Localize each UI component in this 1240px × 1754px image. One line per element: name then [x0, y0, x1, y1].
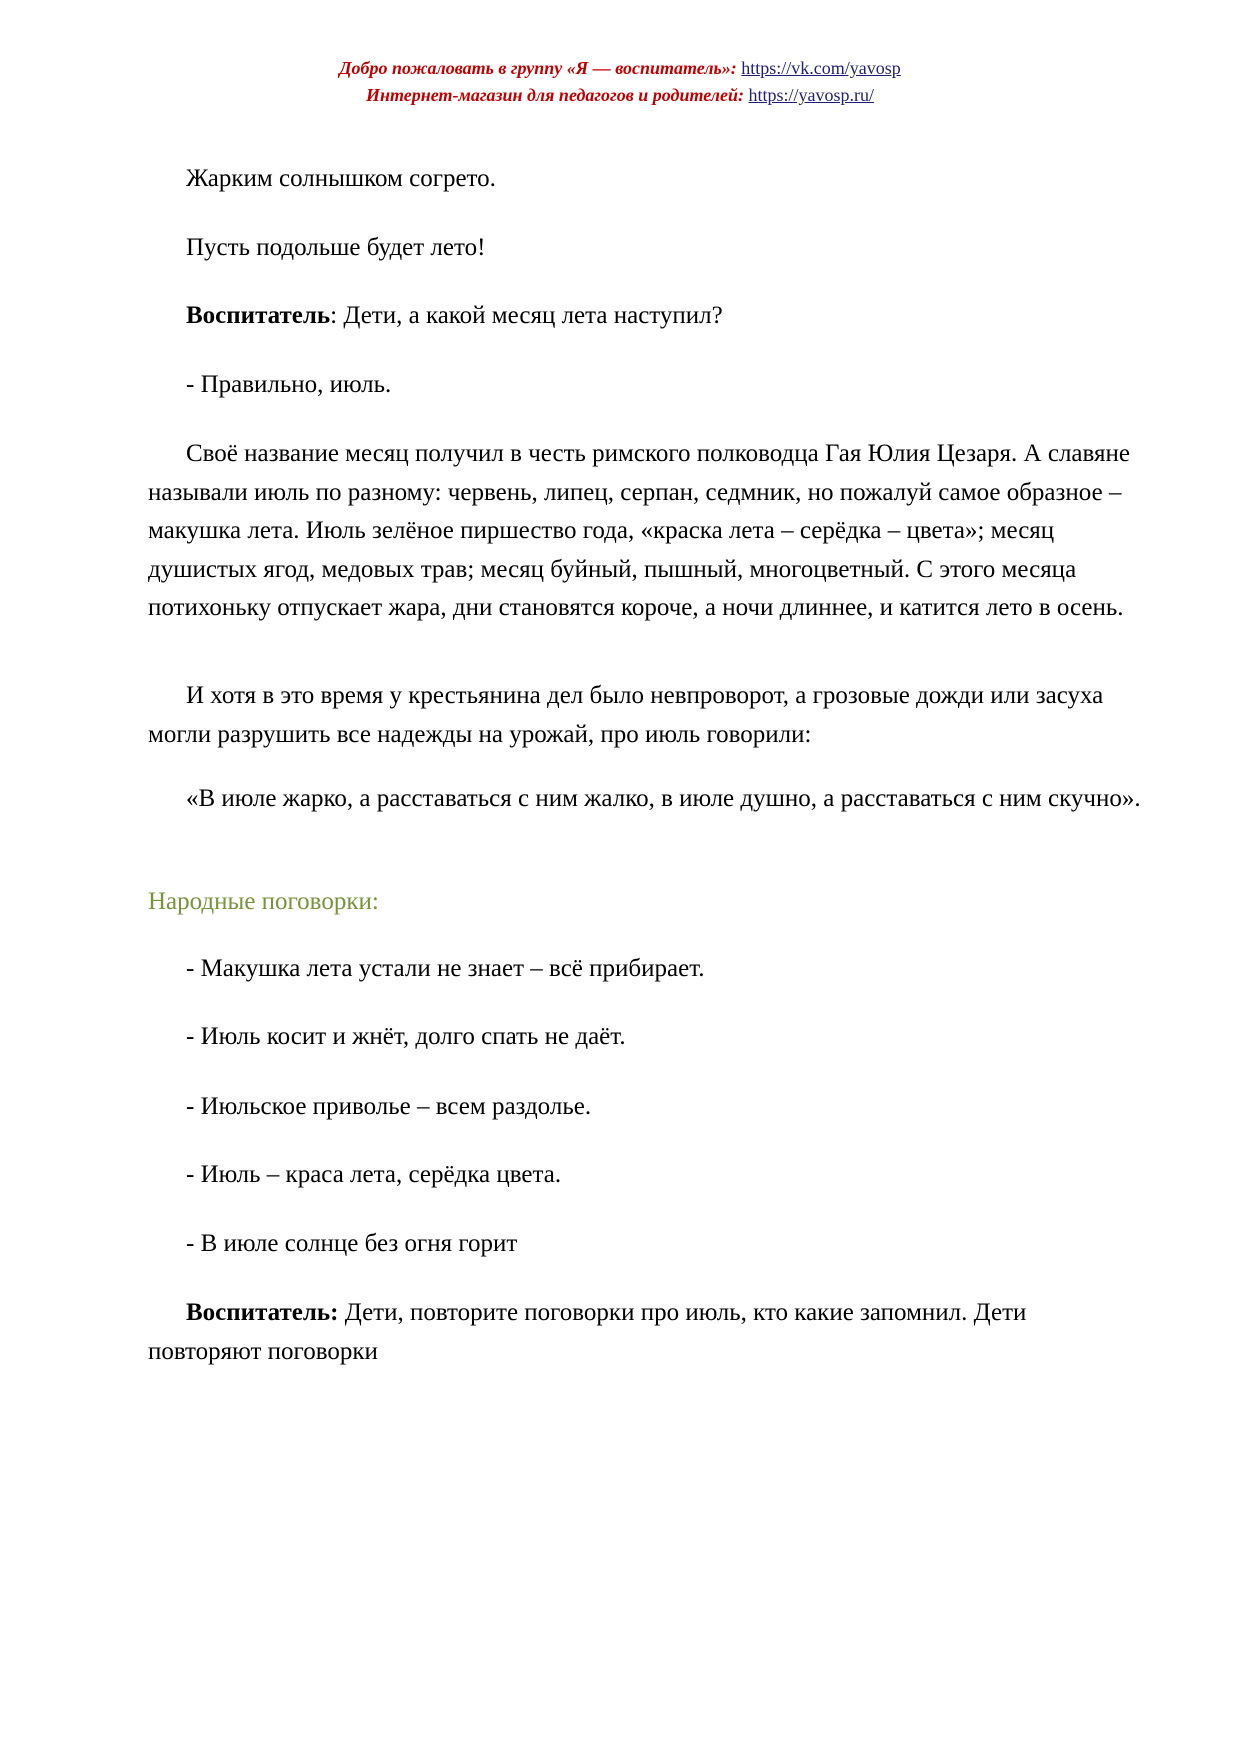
paragraph-month-name: Своё название месяц получил в честь римского полководца Гая Юлия Цезаря. А славяне называли июль по разному: червень, липец, серпан, седмник, но пожалуй самое образное – макушка лета. Июль зелёное пиршество года, «краска лета – серёдка – цвета»; месяц душистых ягод, медовых трав; месяц буйный, пышный, многоцветный. С этого месяца потихоньку отпускает жара, дни становятся короче, а ночи длиннее, и катится лето в осень. — [148, 440, 1130, 621]
poem-line-2: Пусть подольше будет лето! — [186, 234, 486, 261]
sayings-heading: Народные поговорки: — [148, 888, 379, 915]
teacher-question-1 — [148, 297, 1146, 336]
poem-line-1: Жарким солнышком согрето. — [186, 165, 496, 192]
saying-item: - В июле солнце без огня горит — [186, 1230, 518, 1257]
header-line-2 — [0, 82, 1240, 109]
saying-item: - Макушка лета устали не знает – всё прибирает. — [186, 955, 705, 982]
paragraph-peasant: И хотя в это время у крестьянина дел было невпроворот, а грозовые дожди или засуха могли разрушить все надежды на урожай, про июль говорили: — [148, 682, 1104, 748]
saying-item: - Июль косит и жнёт, долго спать не даёт. — [186, 1023, 626, 1050]
saying-item: - Июльское приволье – всем раздолье. — [186, 1093, 592, 1120]
header-group-text: Добро пожаловать в группу «Я — воспитатель»: — [339, 58, 737, 78]
header-shop-text: Интернет-магазин для педагогов и родителей: — [366, 85, 744, 105]
header-line-1 — [0, 55, 1240, 82]
answer-line: - Правильно, июль. — [186, 371, 392, 398]
question-text: : Дети, а какой месяц лета наступил? — [330, 302, 723, 329]
quote-paragraph: «В июле жарко, а расставаться с ним жалко, в июле душно, а расставаться с ним скучно». — [186, 785, 1141, 812]
teacher-question-2 — [148, 1294, 1146, 1371]
vk-group-link[interactable]: https://vk.com/yavosp — [741, 58, 901, 78]
saying-item: - Июль – краса лета, серёдка цвета. — [186, 1161, 562, 1188]
speaker-label: Воспитатель: — [186, 1299, 339, 1326]
speaker-label: Воспитатель — [186, 302, 331, 329]
shop-link[interactable]: https://yavosp.ru/ — [748, 85, 874, 105]
question-text: Дети, повторите поговорки про июль, кто какие запомнил. Дети повторяют поговорки — [148, 1299, 1027, 1365]
